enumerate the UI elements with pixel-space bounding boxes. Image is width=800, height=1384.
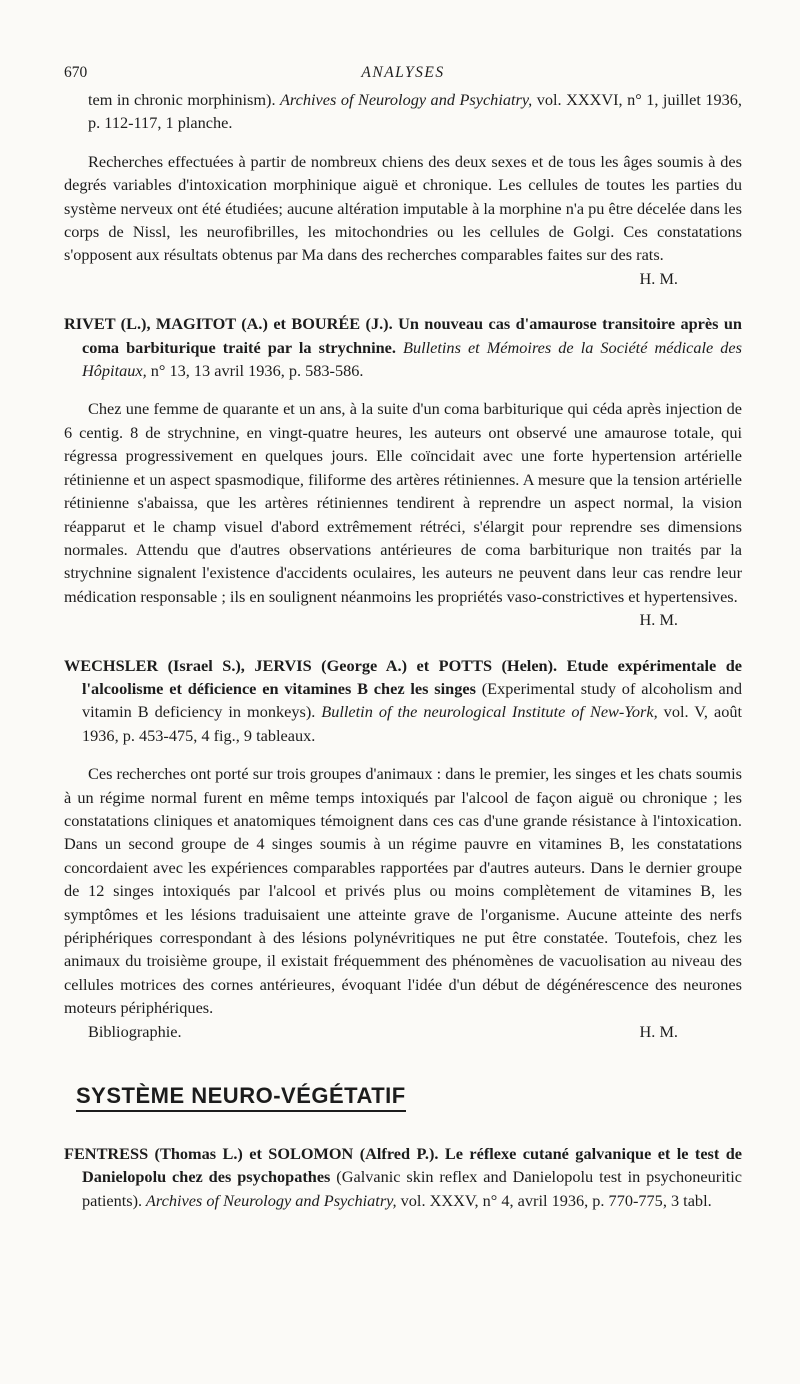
abstract-paragraph	[64, 397, 742, 631]
journal-name: Bulletins et Mémoires de la Société médicale des Hôpitaux,	[82, 337, 742, 381]
citation-details: n° 13, 13 avril 1936, p. 583-586.	[146, 361, 364, 381]
reference-entry	[64, 1142, 742, 1212]
abstract-paragraph	[64, 762, 742, 1019]
article-title: Un nouveau cas d'amaurose transitoire après un coma barbiturique traité par la strychnine.	[82, 314, 742, 357]
abstract-text: Recherches effectuées à partir de nombreux chiens des deux sexes et de tous les âges soumis à des degrés variables d'intoxication morphinique aiguë et chronique. Les cellules de toutes les parties du système nerveux ont été étudiées; aucune altération imputable à la morphine n'a pu être décelée dans les corps de Nissl, les neurofibrilles, les mitochondries ou les cellules de Golgi. Ces constatations s'opposent aux résultats obtenus par Ma dans des recherches comparables faites sur des rats.	[64, 151, 742, 265]
running-title: ANALYSES	[361, 64, 445, 81]
authors: RIVET (L.), MAGITOT (A.) et BOURÉE (J.).	[64, 314, 393, 334]
signature: H. M.	[639, 268, 678, 288]
translated-title: (Galvanic skin reflex and Danielopolu test in psychoneuritic patients).	[82, 1167, 742, 1210]
journal-name: Bulletin of the neurological Institute of New-York,	[315, 702, 658, 722]
signature: H. M.	[639, 1021, 678, 1041]
citation-details: vol. XXXV, n° 4, avril 1936, p. 770-775, 3 tabl.	[396, 1190, 712, 1210]
running-head	[64, 56, 742, 88]
section-heading: SYSTÈME NEURO-VÉGÉTATIF	[76, 1083, 406, 1112]
citation-details: vol. XXXVI, n° 1, juillet 1936, p. 112-117, 1 planche.	[88, 90, 742, 133]
citation-text: tem in chronic morphinism).	[88, 90, 280, 109]
signature: H. M.	[639, 610, 678, 630]
abstract-text: Chez une femme de quarante et un ans, à la suite d'un coma barbiturique qui céda après injection de 6 centig. 8 de strychnine, en vingt-quatre heures, les auteurs ont observé une amaurose totale, qui régressa progressivement en quelques jours. Elle coïncidait avec une forte hypertension artérielle rétinienne et un aspect spasmodique, filiforme des artères rétiniennes. A mesure que la tension artérielle rétinienne s'abaissa, que les artères rétiniennes tendirent à reprendre un aspect normal, la vision réapparut et le champ visuel d'abord extrêmement rétréci, s'élargit pour reprendre ses dimensions normales. Attendu que d'autres observations antérieures de coma barbiturique non traités par la strychnine signalent l'existence d'accidents oculaires, les auteurs ne peuvent dans leur cas rendre leur médication responsable ; ils en soulignent néanmoins les propriétés vaso-constrictives et hypertensives.	[64, 399, 742, 606]
journal-name: Archives of Neurology and Psychiatry,	[279, 90, 533, 109]
citation-details: vol. V, août 1936, p. 453-475, 4 fig., 9 tableaux.	[82, 702, 743, 745]
journal-name: Archives of Neurology and Psychiatry,	[142, 1190, 397, 1210]
translated-title: (Experimental study of alcoholism and vitamin B deficiency in monkeys).	[82, 678, 742, 722]
authors: FENTRESS (Thomas L.) et SOLOMON (Alfred P.).	[64, 1144, 439, 1164]
article-title: Etude expérimentale de l'alcoolisme et déficience en vitamines B chez les singes	[82, 655, 742, 698]
reference-entry	[64, 654, 742, 748]
bibliography-line	[64, 1020, 742, 1043]
bibliography-label: Bibliographie.	[88, 1021, 182, 1041]
continued-citation	[64, 88, 742, 135]
page	[64, 56, 742, 1212]
abstract-paragraph	[64, 150, 742, 290]
reference-entry	[64, 312, 742, 382]
abstract-text: Ces recherches ont porté sur trois groupes d'animaux : dans le premier, les singes et les chats soumis à un régime normal furent en même temps intoxiqués par l'alcool de façon aiguë ou chronique ; les constatations cliniques et anatomiques témoignent dans ces cas d'une grande résistance à l'intoxication. Dans un second groupe de 4 singes soumis à un régime pauvre en vitamines B, les constatations concordaient avec les expériences comparables rapportées par d'autres auteurs. Dans le dernier groupe de 12 singes intoxiqués par l'alcool et privés plus ou moins complètement de vitamines B, les symptômes et les lésions traduisaient une atteinte grave de l'organisme. Aucune atteinte des nerfs périphériques correspondant à des lésions polynévritiques ne put être constatée. Toutefois, chez les animaux du troisième groupe, il existait fréquemment des phénomènes de vacuolisation au niveau des cellules motrices des cornes antérieures, évoquant l'idée d'un début de dégénérescence des neurones moteurs périphériques.	[64, 764, 742, 1018]
page-number: 670	[64, 64, 88, 81]
authors: WECHSLER (Israel S.), JERVIS (George A.) et POTTS (Helen).	[64, 655, 558, 675]
article-title: Le réflexe cutané galvanique et le test de Danielopolu chez des psychopathes	[82, 1144, 743, 1187]
